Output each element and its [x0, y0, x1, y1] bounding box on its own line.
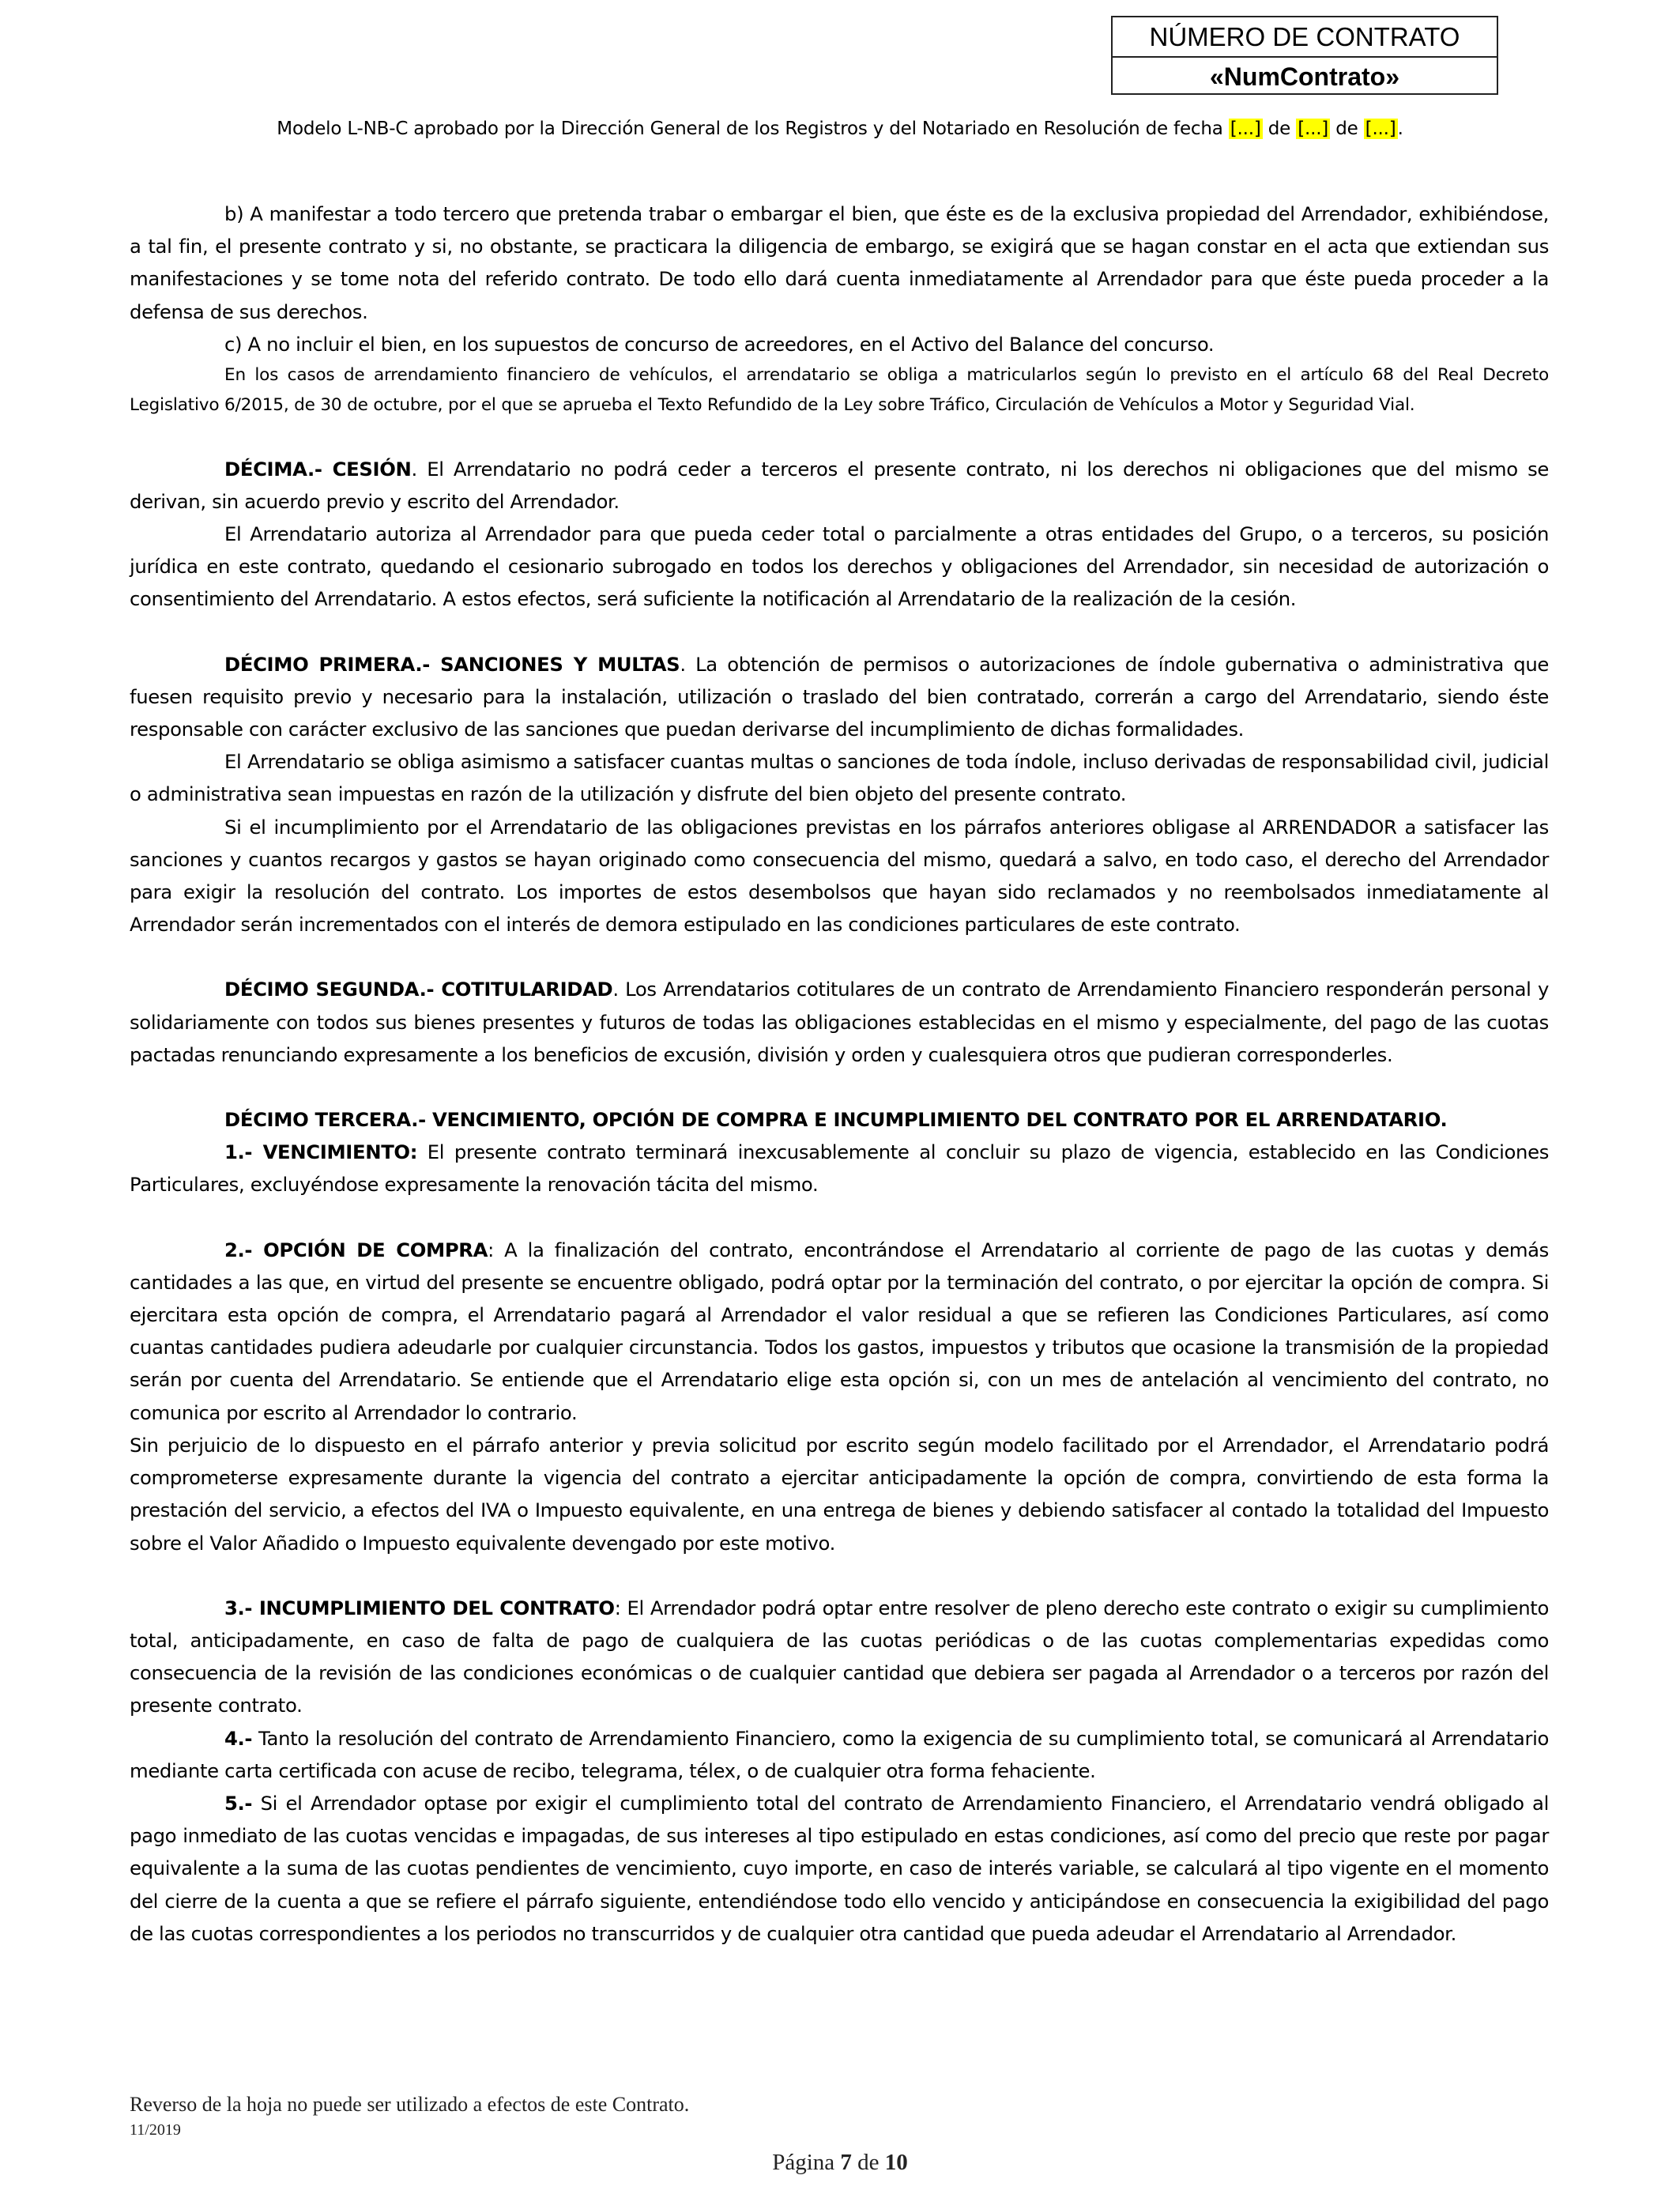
clause-decimotercera-title: [130, 1103, 1549, 1136]
paragraph-c: c) A no incluir el bien, en los supuestos de concurso de acreedores, en el Activo del Balance del concurso.: [224, 332, 1215, 356]
item-opcion-compra-title: 2.- OPCIÓN DE COMPRA: [224, 1238, 488, 1261]
footer-note: Reverso de la hoja no puede ser utilizado a efectos de este Contrato.: [130, 2093, 690, 2116]
page-label: Página: [772, 2150, 841, 2175]
item-opcion-compra-text: : A la finalización del contrato, encontrándose el Arrendatario al corriente de pago de las cuotas y demás cantidades a las que, en virtud del presente se encuentre obligado, podrá optar por la terminación del contrato, o por ejercitar la opción de compra. Si ejercitara esta opción de compra, el Arrendatario pagará al Arrendador el valor residual a que se refieren las Condiciones Particulares, así como cuantas cantidades pudiera adeudarle por cualquier circunstancia. Todos los gastos, impuestos y tributos que ocasione la transmisión de la propiedad serán por cuenta del Arrendatario. Se entiende que el Arrendatario elige esta opción si, con un mes de antelación al vencimiento del contrato, no comunica por escrito al Arrendador lo contrario.: [130, 1238, 1549, 1424]
clause-duodecima-title: DÉCIMO SEGUNDA.- COTITULARIDAD: [224, 978, 613, 1001]
clause-decimotercera-heading: DÉCIMO TERCERA.- VENCIMIENTO, OPCIÓN DE COMPRA E INCUMPLIMIENTO DEL CONTRATO POR EL ARRENDATARIO.: [224, 1108, 1448, 1132]
item-vencimiento-title: 1.- VENCIMIENTO:: [224, 1140, 418, 1164]
model-end: .: [1397, 119, 1403, 139]
item-vencimiento: [130, 1136, 1549, 1201]
clause-decima: [130, 453, 1549, 518]
paragraph-b: b) A manifestar a todo tercero que pretenda trabar o embargar el bien, que éste es de la exclusiva propiedad del Arrendador, exhibiéndose, a tal fin, el presente contrato y si, no obstante, se practicara la diligencia de embargo, se exigirá que se hagan constar en el acta que extiendan sus manifestaciones y se tome nota del referido contrato. De todo ello dará cuenta inmediatamente al Arrendador para que éste pueda proceder a la defensa de sus derechos.: [130, 202, 1549, 323]
paragraph-vehiculos: En los casos de arrendamiento financiero de vehículos, el arrendatario se obliga a matricularlos según lo previsto en el artículo 68 del Real Decreto Legislativo 6/2015, de 30 de octubre, por el que se aprueba el Texto Refundido de la Ley sobre Tráfico, Circulación de Vehículos a Motor y Seguridad Vial.: [130, 365, 1549, 415]
item-4-text: Tanto la resolución del contrato de Arrendamiento Financiero, como la exigencia de su cumplimiento total, se comunicará al Arrendatario mediante carta certificada con acuse de recibo, telegrama, télex, o de cualquier otra forma fehaciente.: [130, 1726, 1549, 1782]
item-4-title: 4.-: [224, 1726, 253, 1750]
clause-decima-p2: El Arrendatario autoriza al Arrendador para que pueda ceder total o parcialmente a otras entidades del Grupo, o a terceros, su posición jurídica en este contrato, quedando el cesionario subrogado en todos los derechos y obligaciones del Arrendador, sin necesidad de autorización o consentimiento del Arrendatario. A estos efectos, será suficiente la notificación al Arrendatario de la realización de la cesión.: [130, 522, 1549, 611]
page-total: 10: [884, 2150, 908, 2175]
item-5-text: Si el Arrendador optase por exigir el cumplimiento total del contrato de Arrendamiento Financiero, el Arrendatario vendrá obligado al pago inmediato de las cuotas vencidas e impagadas, de sus intereses al tipo estipulado en estas condiciones, así como del precio que reste por pagar equivalente a la suma de las cuotas pendientes de vencimiento, cuyo importe, en caso de interés variable, se calculará al tipo vigente en el momento del cierre de la cuenta a que se refiere el párrafo siguiente, entendiéndose todo ello vencido y anticipándose en consecuencia la exigibilidad del pago de las cuotas correspondientes a los periodos no transcurridos y de cualquier otra cantidad que pueda adeudar el Arrendatario al Arrendador.: [130, 1791, 1549, 1945]
model-de-1: de: [1262, 119, 1297, 139]
page-of: de: [851, 2150, 885, 2175]
contract-body: [130, 198, 1549, 1950]
clause-undecima: [130, 648, 1549, 746]
model-approval-line: [0, 119, 1680, 139]
item-opcion-compra-p2: Sin perjuicio de lo dispuesto en el párrafo anterior y previa solicitud por escrito según modelo facilitado por el Arrendador, el Arrendatario podrá comprometerse expresamente durante la vigencia del contrato a ejercitar anticipadamente la opción de compra, convirtiendo de esta forma la prestación del servicio, a efectos del IVA o Impuesto equivalente, en una entrega de bienes y debiendo satisfacer al contado la totalidad del Impuesto sobre el Valor Añadido o Impuesto equivalente devengado por este motivo.: [130, 1433, 1549, 1555]
item-opcion-compra: [130, 1234, 1549, 1429]
clause-undecima-p3: Si el incumplimiento por el Arrendatario de las obligaciones previstas en los párrafos anteriores obligase al ARRENDADOR a satisfacer las sanciones y cuantos recargos y gastos se hayan originado como consecuencia del mismo, quedará a salvo, en todo caso, el derecho del Arrendador para exigir la resolución del contrato. Los importes de estos desembolsos que hayan sido reclamados y no reembolsados inmediatamente al Arrendador serán incrementados con el interés de demora estipulado en las condiciones particulares de este contrato.: [130, 815, 1549, 937]
item-vencimiento-text: El presente contrato terminará inexcusablemente al concluir su plazo de vigencia, establecido en las Condiciones Particulares, excluyéndose expresamente la renovación tácita del mismo.: [130, 1140, 1549, 1197]
item-incumplimiento-text: : El Arrendador podrá optar entre resolver de pleno derecho este contrato o exigir su cumplimiento total, anticipadamente, en caso de falta de pago de cualquiera de las cuotas periódicas o de las cuotas complementarias expedidas como consecuencia de la revisión de las condiciones económicas o de cualquier cantidad que debiera ser pagada al Arrendador o a terceros por razón del presente contrato.: [130, 1596, 1549, 1717]
clause-undecima-title: DÉCIMO PRIMERA.- SANCIONES Y MULTAS: [224, 652, 680, 676]
contract-number-box: [1111, 16, 1498, 95]
date-placeholder-month: [...]: [1298, 119, 1329, 139]
item-4: [130, 1722, 1549, 1787]
contract-number-value: «NumContrato»: [1209, 62, 1399, 91]
footer-date: 11/2019: [130, 2121, 181, 2139]
clause-undecima-p2: El Arrendatario se obliga asimismo a satisfacer cuantas multas o sanciones de toda índole, incluso derivadas de responsabilidad civil, judicial o administrativa sean impuestas en razón de la utilización y disfrute del bien objeto del presente contrato.: [130, 750, 1549, 806]
model-de-2: de: [1330, 119, 1364, 139]
page-number: [0, 2150, 1680, 2176]
date-placeholder-day: [...]: [1230, 119, 1261, 139]
clause-duodecima: [130, 973, 1549, 1071]
page-current: 7: [840, 2150, 852, 2175]
clause-undecima-text: . La obtención de permisos o autorizaciones de índole gubernativa o administrativa que fuesen requisito previo y necesario para la instalación, utilización o traslado del bien contratado, correrán a cargo del Arrendatario, siendo éste responsable con carácter exclusivo de las sanciones que puedan derivarse del incumplimiento de dichas formalidades.: [130, 652, 1550, 741]
model-text: Modelo L-NB-C aprobado por la Dirección General de los Registros y del Notariado en Resolución de fecha: [277, 119, 1229, 139]
contract-number-title: NÚMERO DE CONTRATO: [1113, 17, 1497, 58]
item-incumplimiento: [130, 1592, 1549, 1722]
date-placeholder-year: [...]: [1365, 119, 1396, 139]
clause-decima-text: . El Arrendatario no podrá ceder a terceros el presente contrato, ni los derechos ni obligaciones que del mismo se derivan, sin acuerdo previo y escrito del Arrendador.: [130, 457, 1549, 513]
clause-decima-title: DÉCIMA.- CESIÓN: [224, 457, 412, 481]
item-5-title: 5.-: [224, 1791, 253, 1815]
item-5: [130, 1787, 1549, 1950]
clause-duodecima-text: . Los Arrendatarios cotitulares de un contrato de Arrendamiento Financiero responderán personal y solidariamente con todos sus bienes presentes y futuros de todas las obligaciones establecidas en el mismo y especialmente, del pago de las cuotas pactadas renunciando expresamente a los beneficios de excusión, división y orden y cualesquiera otros que pudieran corresponderles.: [130, 978, 1549, 1066]
item-incumplimiento-title: 3.- INCUMPLIMIENTO DEL CONTRATO: [224, 1596, 615, 1619]
